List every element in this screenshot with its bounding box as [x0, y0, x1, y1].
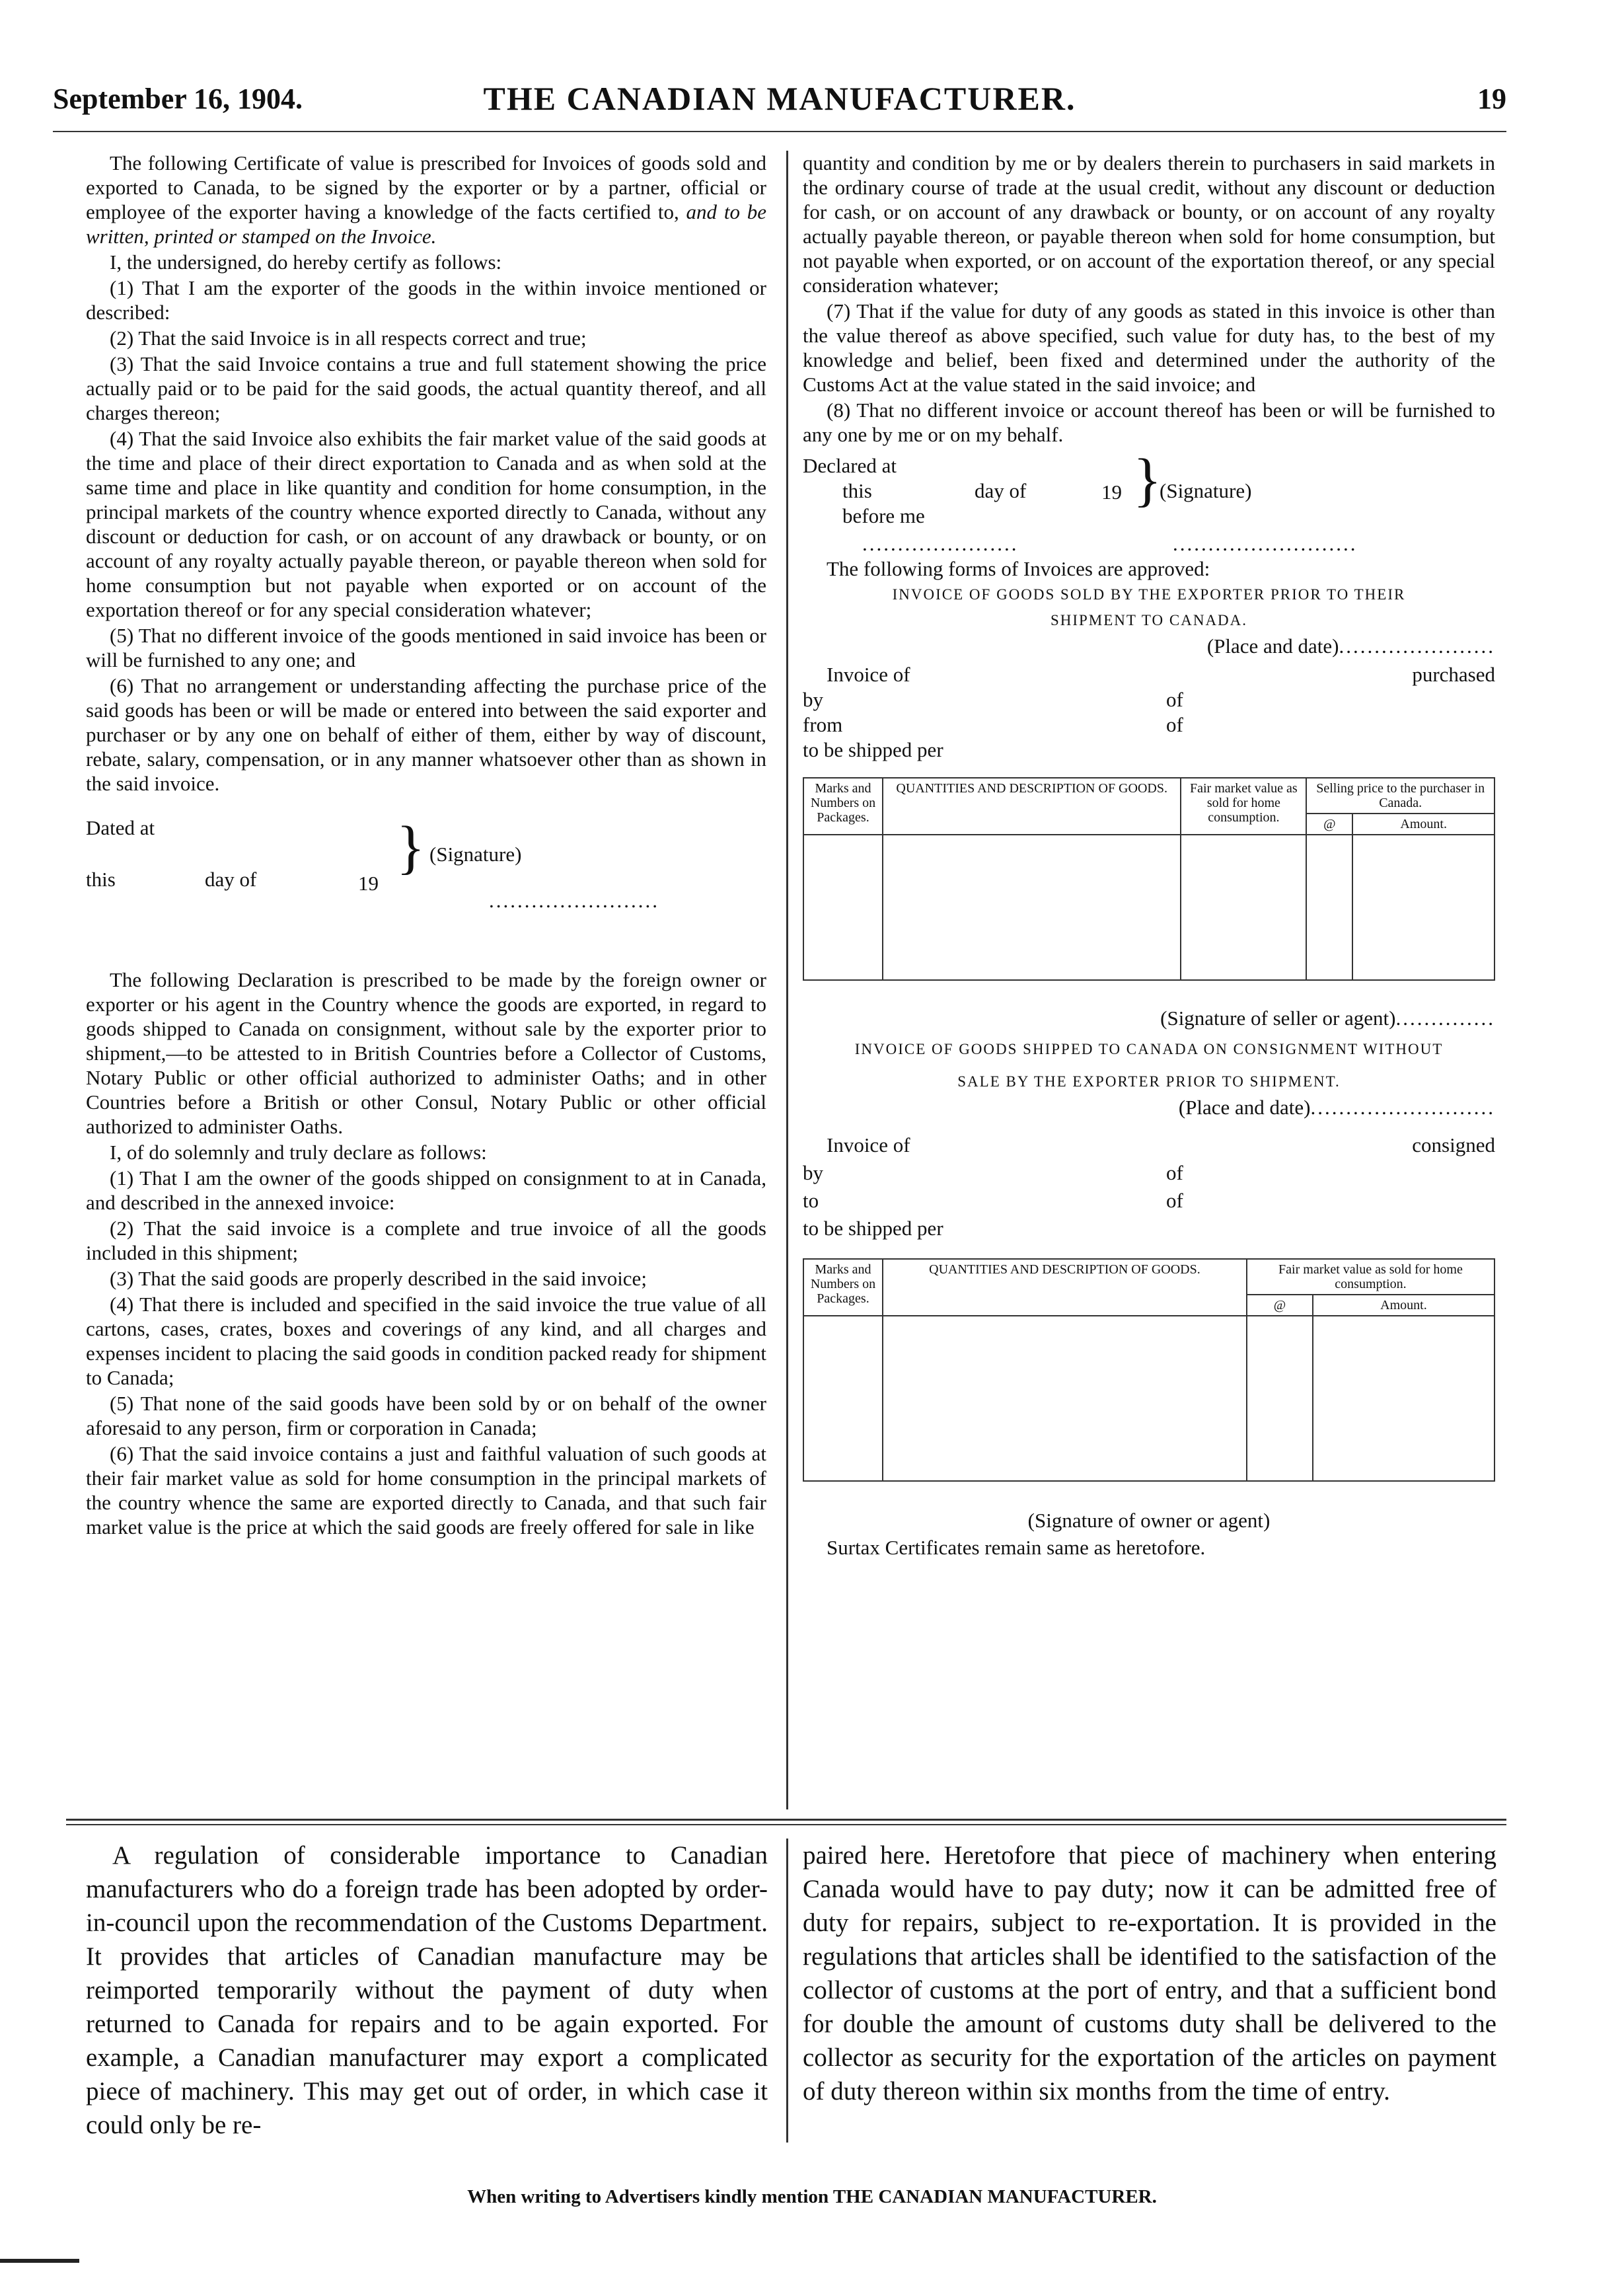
cert-item-5: (5) That no different invoice of the goods mentioned in said invoice has been or will be furnished to any one; and [86, 624, 766, 671]
header-rule [53, 131, 1506, 132]
decl-item-8: (8) That no different invoice or account thereof has been or will be furnished to any one by me or on my behalf. [803, 399, 1495, 446]
invoice2-consigned: consigned [1412, 1133, 1495, 1157]
t1-body-at [1306, 835, 1352, 980]
article-right-text: paired here. Heretofore that piece of machinery when entering Canada would have to pay duty; now it can be admitted free of duty for repairs, subject to re-exportation. It is provided in the regulations that articles shall be identified to the satisfaction of the collector of customs at the port of entry, and that a sufficient bond for double the amount of customs duty shall be delivered to the collector as security for the exportation of the articles on payment of duty thereon within six months from the time of entry. [803, 1841, 1496, 2106]
signature-brace: } [396, 815, 425, 880]
owner-signature: (Signature of owner or agent) [1027, 1509, 1271, 1532]
decl-intro: The following Declaration is prescribed to be made by the foreign owner or exporter or his agent in the Country whence the goods are exported, in regard to goods shipped to Canada on consignment, without sale by the exporter prior to shipment,—to be attested to in British Countries before a Collector of Customs, Notary Public or other official authorized to administer Oaths; and in other Countries before a British or other Consul, Notary Public or other official authorized to administer Oaths. [86, 968, 766, 1138]
seller-signature-dots: .............. [1395, 1006, 1495, 1030]
invoice1-shipped-per: to be shipped per [803, 738, 943, 761]
cert-intro-italic: and to be written, printed or stamped on the Invoice. [86, 200, 766, 248]
decl-signature-block [803, 447, 1495, 555]
t2-body-row [803, 1316, 1495, 1481]
cert-item-4: (4) That the said Invoice also exhibits the fair market value of the said goods at the time and place of their direct exportation to Canada and as when sold at the same time and place in like quantity and condition for home consumption, in the principal markets of the country whence exported directly to Canada, without any discount or deduction for cash, or on account of any drawback or bounty, or on account of any royalty actually payable thereon, or payable thereon when sold for home consumption but not payable when exported or on account of the exportation thereof or for any special consideration whatever; [86, 427, 766, 621]
invoice2-of-2: of [1166, 1189, 1183, 1212]
day-of-label: day of [205, 868, 257, 891]
decl-day-of-label: day of [975, 479, 1027, 502]
decl-this-label: this [842, 479, 872, 502]
article-left-text: A regulation of considerable importance to Canadian manufacturers who do a foreign trade has been adopted by order-in-council upon the recommendation of the Customs Department. It provides that articles of Canadian manufacture may be reimported temporarily without the payment of duty when returned to Canada for repairs and to be again exported. For example, a Canadian manufacturer may export a complicated piece of machinery. This may get out of order, in which case it could only be re- [86, 1841, 768, 2139]
t2-qty-header: QUANTITIES AND DESCRIPTION OF GOODS. [883, 1259, 1247, 1316]
invoice1-invoice-of: Invoice of [827, 663, 910, 686]
section-rule [66, 1819, 1506, 1821]
this-label: this [86, 868, 116, 891]
t2-marks-header: Marks and Numbers on Packages. [803, 1259, 883, 1316]
declared-at-label: Declared at [803, 454, 897, 477]
place-date-dots: ...................... [1339, 634, 1495, 658]
corner-mark [0, 2259, 79, 2263]
t2-fair-header: Fair market value as sold for home consumption. [1247, 1259, 1495, 1295]
invoice2-of-1: of [1166, 1161, 1183, 1184]
t1-qty-header: QUANTITIES AND DESCRIPTION OF GOODS. [883, 778, 1181, 835]
t2-at-header: @ [1247, 1295, 1313, 1316]
invoice2-shipped-per: to be shipped per [803, 1217, 943, 1240]
t1-body-fair [1181, 835, 1306, 980]
decl-signature-dots: .......................... [1173, 532, 1358, 555]
cert-item-1: (1) That I am the exporter of the goods in the within invoice mentioned or described: [86, 276, 766, 324]
page-header [53, 74, 1506, 127]
t2-body-marks [803, 1316, 883, 1481]
place-date-label: (Place and date) [1206, 634, 1339, 658]
invoice1-place-date [803, 634, 1495, 658]
publication-title: THE CANADIAN MANUFACTURER. [483, 80, 1076, 117]
decl-item-6: (6) That the said invoice contains a just and faithful valuation of such goods at their fair market value as sold for home consumption in the principal markets of the country whence the same are exported directly to Canada, and that such fair market value is the price at which the said goods are freely offered for sale in like [86, 1442, 766, 1538]
cert-certify: I, the undersigned, do hereby certify as follows: [110, 250, 502, 274]
invoice2-heading-a: INVOICE OF GOODS SHIPPED TO CANADA ON CONSIGNMENT WITHOUT [854, 1041, 1444, 1057]
invoice1-by: by [803, 688, 823, 711]
t1-selling-header: Selling price to the purchaser in Canada. [1306, 778, 1495, 814]
invoice2-by: by [803, 1161, 823, 1184]
cert-intro [86, 151, 766, 248]
cert-item-3: (3) That the said Invoice contains a true and full statement showing the price actually paid or to be paid for the said goods, the actual quantity thereof, and all charges thereon; [86, 352, 766, 424]
cert-item-6: (6) That no arrangement or understanding affecting the purchase price of the said goods has been or will be made or entered into between the said exporter and purchaser or by any one on behalf of either of them, either by way of discount, rebate, salary, compensation, or in any manner whatsoever other than as shown in the said invoice. [86, 674, 766, 795]
seller-signature [803, 1006, 1495, 1030]
cert-intro-text: The following Certificate of value is prescribed for Invoices of goods sold and exported to Canada, to be signed by the exporter or by a partner, official or employee of the exporter having a knowledge of the facts certified to, [86, 151, 766, 223]
left-column [86, 151, 766, 1540]
invoice2-place-date [803, 1095, 1495, 1120]
article-left [86, 1839, 768, 2142]
surtax-note: Surtax Certificates remain same as heretofore. [827, 1536, 1206, 1559]
before-me-dots: ...................... [862, 532, 1019, 555]
page-footer: When writing to Advertisers kindly mention THE CANADIAN MANUFACTURER. [467, 2186, 1157, 2207]
right-column [803, 151, 1495, 1561]
column-divider-upper [786, 151, 788, 1809]
article-right [803, 1839, 1496, 2108]
column-divider-lower [786, 1839, 788, 2143]
invoice1-of-1: of [1166, 688, 1183, 711]
invoice2-to: to [803, 1189, 819, 1212]
dated-at-label: Dated at [86, 816, 155, 839]
invoice1-fields [803, 662, 1495, 768]
issue-date: September 16, 1904. [53, 83, 303, 115]
t1-body-qty [883, 835, 1181, 980]
t1-body-row [803, 835, 1495, 980]
t2-body-amount [1313, 1316, 1495, 1481]
invoice2-table [803, 1258, 1495, 1482]
decl-i-of: I, of do solemnly and truly declare as follows: [110, 1141, 487, 1164]
invoice1-heading-b: SHIPMENT TO CANADA. [1050, 612, 1248, 628]
t2-body-at [1247, 1316, 1313, 1481]
t2-body-qty [883, 1316, 1247, 1481]
decl-item-1: (1) That I am the owner of the goods shipped on consignment to at in Canada, and described in the annexed invoice: [86, 1166, 766, 1214]
place-date-label-2: (Place and date) [1178, 1096, 1311, 1119]
decl-signature-label: (Signature) [1160, 479, 1252, 502]
t2-amount-header: Amount. [1313, 1295, 1495, 1316]
section-rule-2 [66, 1824, 1506, 1825]
before-me-label: before me [842, 504, 925, 527]
t1-at-header: @ [1306, 814, 1352, 835]
invoice2-invoice-of: Invoice of [827, 1133, 910, 1157]
signature-label: (Signature) [429, 843, 522, 866]
seller-signature-label: (Signature of seller or agent) [1160, 1006, 1396, 1030]
decl-signature-brace: } [1133, 447, 1162, 513]
decl-item-5: (5) That none of the said goods have been sold by or on behalf of the owner aforesaid to any person, firm or corporation in Canada; [86, 1392, 766, 1439]
t1-fair-header: Fair market value as sold for home consumption. [1181, 778, 1306, 835]
cert-signature-block [86, 816, 766, 948]
t1-body-amount [1352, 835, 1495, 980]
invoice1-of-2: of [1166, 713, 1183, 736]
invoice1-table [803, 777, 1495, 981]
signature-dots: ........................ [489, 889, 659, 912]
decl-year-label: 19 [1101, 480, 1122, 504]
invoice2-heading-b: SALE BY THE EXPORTER PRIOR TO SHIPMENT. [957, 1073, 1341, 1090]
decl-item-7: (7) That if the value for duty of any goods as stated in this invoice is other than the value thereof as above specified, such value for duty has, to the best of my knowledge and belief, been fixed and determined under the authority of the Customs Act at the value stated in the said invoice; and [803, 299, 1495, 396]
invoice1-purchased: purchased [1412, 663, 1495, 686]
decl-item-3: (3) That the said goods are properly described in the said invoice; [110, 1267, 647, 1290]
t1-marks-header: Marks and Numbers on Packages. [803, 778, 883, 835]
page-number: 19 [1477, 83, 1506, 115]
decl-continued: quantity and condition by me or by dealers therein to purchasers in said markets in the ordinary course of trade at the usual credit, without any discount or deduction for cash, or on account of any drawback or bounty, or on account of any royalty actually payable thereon, or payable thereon when sold for home consumption, but not payable when exported, or on account of the exportation thereof, or any special consideration whatever; [803, 151, 1495, 297]
forms-intro: The following forms of Invoices are approved: [827, 557, 1210, 580]
invoice1-from: from [803, 713, 843, 736]
t1-amount-header: Amount. [1352, 814, 1495, 835]
invoice2-fields [803, 1133, 1495, 1238]
invoice1-heading-a: INVOICE OF GOODS SOLD BY THE EXPORTER PRIOR TO THEIR [892, 586, 1406, 603]
decl-item-4: (4) That there is included and specified in the said invoice the true value of all cartons, cases, crates, boxes and coverings of any kind, and all charges and expenses incident to placing the said goods in condition packed ready for shipment to Canada; [86, 1293, 766, 1389]
t1-body-marks [803, 835, 883, 980]
cert-item-2: (2) That the said Invoice is in all respects correct and true; [110, 326, 587, 350]
year-label: 19 [358, 872, 379, 895]
place-date-dots-2: .......................... [1310, 1096, 1495, 1119]
decl-item-2: (2) That the said invoice is a complete and true invoice of all the goods included in this shipment; [86, 1217, 766, 1264]
